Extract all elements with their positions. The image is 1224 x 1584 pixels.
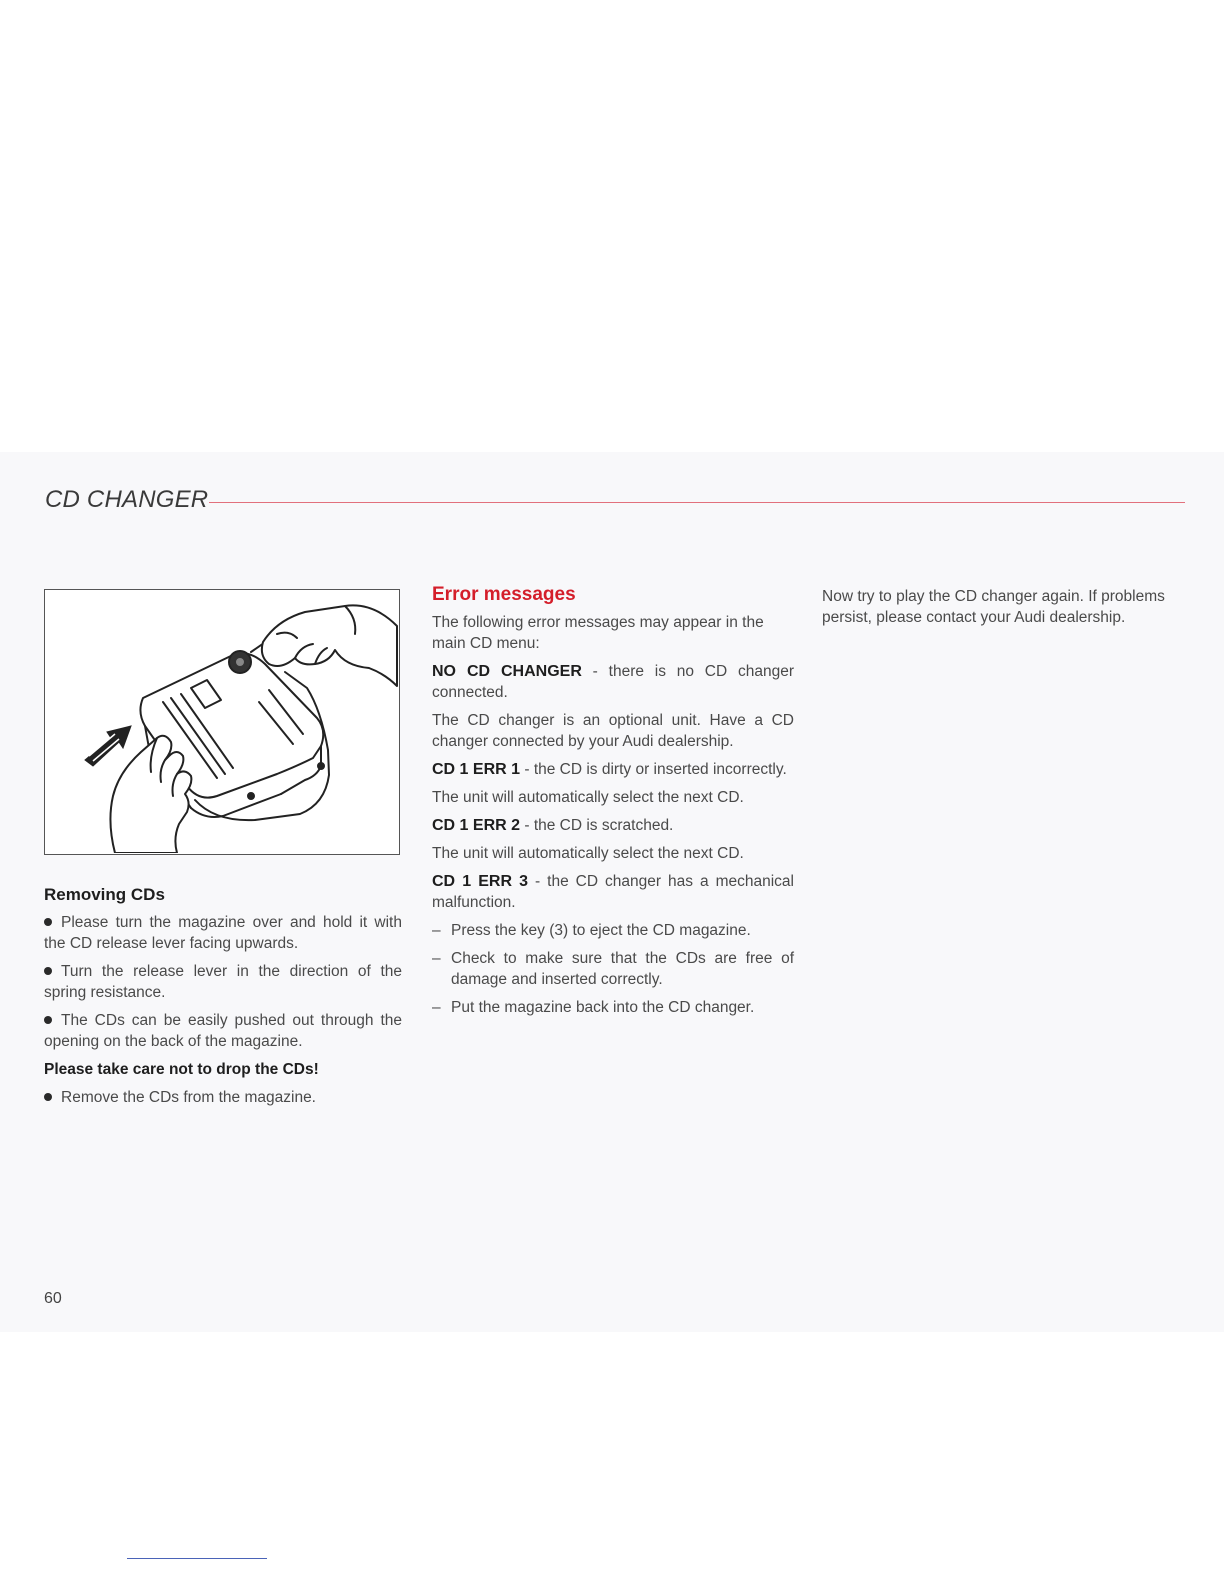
- list-item: The CDs can be easily pushed out through the opening on the back of the magazine.: [44, 1012, 402, 1050]
- error-code: CD 1 ERR 1: [432, 761, 521, 778]
- cd-magazine-removal-illustration: [45, 590, 398, 853]
- bullet-icon: [44, 1016, 52, 1024]
- dash-marker: –: [432, 922, 441, 939]
- removing-cds-heading: Removing CDs: [44, 885, 165, 904]
- bottom-rule: [127, 1558, 267, 1559]
- list-item: Please turn the magazine over and hold it with the CD release lever facing upwards.: [44, 914, 402, 952]
- warning-note: Please take care not to drop the CDs!: [44, 1061, 319, 1078]
- error-followup: The unit will automatically select the next CD.: [432, 845, 744, 862]
- error-code: NO CD CHANGER: [432, 663, 582, 680]
- error-messages-heading: Error messages: [432, 584, 576, 605]
- list-item: Turn the release lever in the direction of the spring resistance.: [44, 963, 402, 1001]
- list-item: – Check to make sure that the CDs are free of damage and inserted correctly.: [432, 950, 794, 988]
- bullet-icon: [44, 1093, 52, 1101]
- list-item: – Put the magazine back into the CD changer.: [432, 999, 755, 1016]
- left-column: [44, 884, 402, 1115]
- right-column: [822, 586, 1184, 635]
- closing-text: Now try to play the CD changer again. If problems persist, please contact your Audi dealership.: [822, 588, 1165, 626]
- illustration-frame: [44, 589, 400, 855]
- error-followup: The unit will automatically select the next CD.: [432, 789, 744, 806]
- upper-hand: [262, 605, 397, 686]
- section-title: CD CHANGER: [45, 486, 209, 513]
- middle-column: [432, 584, 794, 1025]
- error-entry: CD 1 ERR 3 - the CD changer has a mechanical malfunction.: [432, 873, 794, 911]
- dash-marker: –: [432, 950, 441, 967]
- lower-hand: [110, 736, 191, 853]
- error-entry: CD 1 ERR 1 - the CD is dirty or inserted incorrectly.: [432, 761, 787, 778]
- bullet-icon: [44, 918, 52, 926]
- header-rule: [209, 502, 1185, 503]
- push-direction-arrow: [85, 726, 131, 766]
- list-item: – Press the key (3) to eject the CD magazine.: [432, 922, 751, 939]
- bullet-icon: [44, 967, 52, 975]
- magazine-body: [195, 672, 329, 820]
- error-entry: CD 1 ERR 2 - the CD is scratched.: [432, 817, 674, 834]
- error-followup: The CD changer is an optional unit. Have a CD changer connected by your Audi dealership.: [432, 712, 794, 750]
- dash-marker: –: [432, 999, 441, 1016]
- list-item: Remove the CDs from the magazine.: [44, 1087, 402, 1108]
- page-number: 60: [44, 1290, 62, 1307]
- error-code: CD 1 ERR 2: [432, 817, 521, 834]
- intro-text: The following error messages may appear in the main CD menu:: [432, 614, 764, 652]
- error-code: CD 1 ERR 3: [432, 873, 529, 890]
- error-entry: NO CD CHANGER - there is no CD changer connected.: [432, 663, 794, 701]
- section-header: [45, 486, 1185, 516]
